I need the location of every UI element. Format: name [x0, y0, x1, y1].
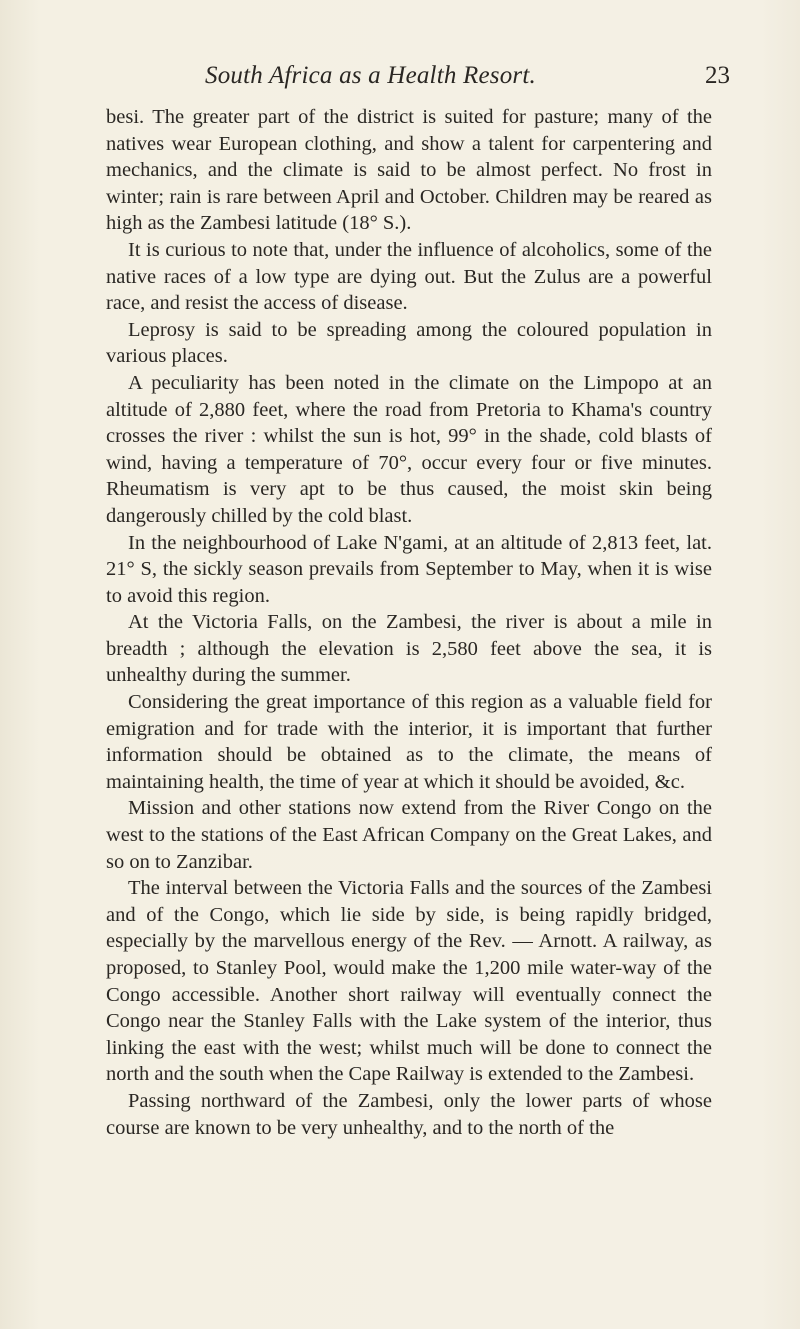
paragraph: besi. The greater part of the district is suited for pasture; many of the natives wear European clothing, and show a talent for carpentering and mechanics, and the climate is said to be almost perfect. No frost in winter; rain is rare between April and October. Children may be reared as high as the Zambesi latitude (18° S.). [106, 106, 712, 235]
paragraph: Considering the great importance of this region as a valuable field for emigration and for trade with the interior, it is important that further information should be obtained as to the climate, the means of maintaining health, the time of year at which it should be avoided, &c. [106, 691, 712, 793]
paragraph: Mission and other stations now extend from the River Congo on the west to the stations of the East African Company on the Great Lakes, and so on to Zanzibar. [106, 797, 712, 873]
paragraph: Leprosy is said to be spreading among the coloured population in various places. [106, 318, 712, 368]
paragraph: At the Victoria Falls, on the Zambesi, the river is about a mile in breadth ; although the elevation is 2,580 feet above the sea, it is unhealthy during the summer. [106, 611, 712, 687]
paragraph: In the neighbourhood of Lake N'gami, at an altitude of 2,813 feet, lat. 21° S, the sickly season prevails from September to May, when it is wise to avoid this region. [106, 531, 712, 607]
body-text [106, 104, 712, 1141]
paragraph: A peculiarity has been noted in the climate on the Limpopo at an altitude of 2,880 feet, where the road from Pretoria to Khama's country crosses the river : whilst the sun is hot, 99° in the shade, cold blasts of wind, having a temperature of 70°, occur every four or five minutes. Rheumatism is very apt to be thus caused, the moist skin being dangerously chilled by the cold blast. [106, 371, 712, 527]
page-header [0, 62, 800, 102]
running-title: South Africa as a Health Resort. [205, 62, 536, 89]
paragraph: It is curious to note that, under the influence of alcoholics, some of the native races of a low type are dying out. But the Zulus are a powerful race, and resist the access of disease. [106, 238, 712, 315]
page-number: 23 [705, 62, 730, 89]
paragraph: Passing northward of the Zambesi, only the lower parts of whose course are known to be very unhealthy, and to the north of the [106, 1089, 712, 1139]
paragraph: The interval between the Victoria Falls and the sources of the Zambesi and of the Congo, which lie side by side, is being rapidly bridged, especially by the marvellous energy of the Rev. — Arnott. A railway, as proposed, to Stanley Pool, would make the 1,200 mile water-way of the Congo accessible. Another short railway will eventually connect the Congo near the Stanley Falls with the Lake system of the interior, thus linking the east with the west; whilst much will be done to connect the north and the south when the Cape Railway is extended to the Zambesi. [106, 877, 712, 1086]
